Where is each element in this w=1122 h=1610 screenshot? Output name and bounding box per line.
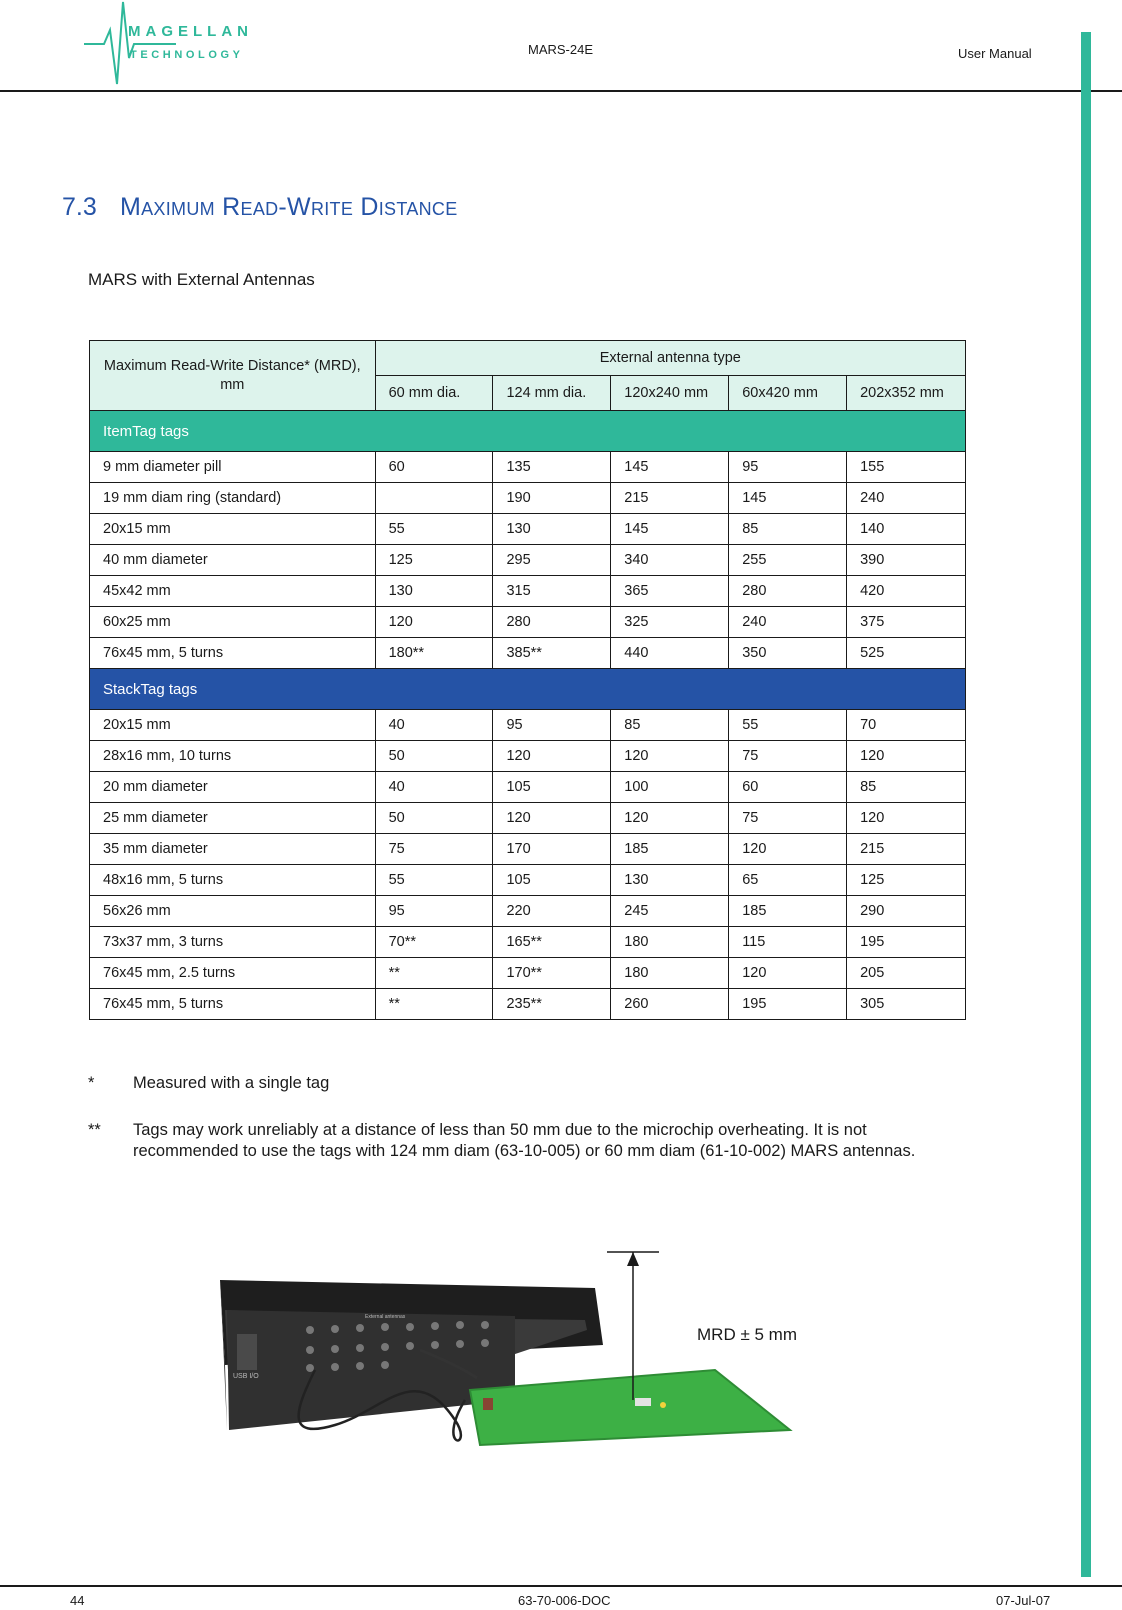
footnote-mark: * <box>88 1074 95 1092</box>
table-row <box>90 741 966 772</box>
distance-cell: 440 <box>611 638 729 669</box>
device-photo <box>215 1250 815 1470</box>
distance-cell: 185 <box>611 834 729 865</box>
table-row <box>90 803 966 834</box>
tag-name-cell: 20 mm diameter <box>90 772 376 803</box>
header-rule <box>0 90 1122 92</box>
distance-cell: 130 <box>493 514 611 545</box>
tag-name-cell: 25 mm diameter <box>90 803 376 834</box>
distance-cell: 165** <box>493 927 611 958</box>
distance-cell: 240 <box>729 607 847 638</box>
footer-page-number: 44 <box>70 1593 85 1608</box>
distance-cell: 95 <box>493 710 611 741</box>
mrd-label: MRD ± 5 mm <box>697 1325 797 1344</box>
table-row <box>90 452 966 483</box>
distance-cell: 120 <box>611 741 729 772</box>
footnote-text: Tags may work unreliably at a distance of less than 50 mm due to the microchip overheating. It is not recommended to use the tags with 124 mm diam (63-10-005) or 60 mm diam (61-10-002) MARS antennas. <box>133 1121 916 1160</box>
footer-rule <box>0 1585 1122 1587</box>
distance-cell: 130 <box>611 865 729 896</box>
distance-cell: 40 <box>375 772 493 803</box>
table-row <box>90 865 966 896</box>
tag-name-cell: 48x16 mm, 5 turns <box>90 865 376 896</box>
tag-name-cell: 60x25 mm <box>90 607 376 638</box>
logo-line1: MAGELLAN <box>128 23 253 40</box>
distance-cell: 180** <box>375 638 493 669</box>
distance-cell: 125 <box>375 545 493 576</box>
distance-cell: 135 <box>493 452 611 483</box>
table-row <box>90 989 966 1020</box>
header-doc-type: User Manual <box>958 46 1032 61</box>
distance-cell: 75 <box>375 834 493 865</box>
distance-cell: 260 <box>611 989 729 1020</box>
distance-cell: 60 <box>375 452 493 483</box>
distance-cell: 205 <box>847 958 966 989</box>
section-heading <box>62 193 458 222</box>
distance-cell: 70** <box>375 927 493 958</box>
tag-name-cell: 73x37 mm, 3 turns <box>90 927 376 958</box>
distance-cell: ** <box>375 989 493 1020</box>
group-row <box>90 411 966 452</box>
distance-cell: 65 <box>729 865 847 896</box>
distance-cell: 145 <box>611 452 729 483</box>
tag-name-cell: 40 mm diameter <box>90 545 376 576</box>
distance-cell: 190 <box>493 483 611 514</box>
distance-cell: 295 <box>493 545 611 576</box>
footnote-mark: ** <box>88 1121 101 1139</box>
table-row <box>90 545 966 576</box>
distance-cell: 180 <box>611 958 729 989</box>
distance-cell: 365 <box>611 576 729 607</box>
section-title: Maximum Read-Write Distance <box>120 193 458 221</box>
column-header: 120x240 mm <box>611 376 729 411</box>
footnote-text: Measured with a single tag <box>133 1074 330 1092</box>
footer-doc-number: 63-70-006-DOC <box>518 1593 611 1608</box>
distance-cell: 120 <box>847 803 966 834</box>
distance-cell: 125 <box>847 865 966 896</box>
group-row <box>90 669 966 710</box>
distance-cell: 145 <box>611 514 729 545</box>
distance-cell: 55 <box>729 710 847 741</box>
tag-name-cell: 35 mm diameter <box>90 834 376 865</box>
distance-cell: 55 <box>375 514 493 545</box>
tag-name-cell: 76x45 mm, 5 turns <box>90 638 376 669</box>
distance-cell: 50 <box>375 803 493 834</box>
distance-cell <box>375 483 493 514</box>
distance-cell: 120 <box>611 803 729 834</box>
distance-cell: 105 <box>493 865 611 896</box>
table-row <box>90 834 966 865</box>
side-accent-bar <box>1081 32 1091 1577</box>
distance-cell: 145 <box>729 483 847 514</box>
distance-cell: 340 <box>611 545 729 576</box>
header-doc-title: MARS-24E <box>528 42 594 57</box>
distance-cell: 315 <box>493 576 611 607</box>
antenna-pcb <box>470 1370 790 1445</box>
tag-name-cell: 20x15 mm <box>90 710 376 741</box>
tag-name-cell: 76x45 mm, 2.5 turns <box>90 958 376 989</box>
table-row <box>90 710 966 741</box>
distance-cell: 120 <box>493 741 611 772</box>
distance-cell: 290 <box>847 896 966 927</box>
group-label: ItemTag tags <box>90 411 966 452</box>
distance-cell: 75 <box>729 803 847 834</box>
table-row <box>90 927 966 958</box>
distance-cell: 120 <box>375 607 493 638</box>
distance-cell: 140 <box>847 514 966 545</box>
distance-cell: 180 <box>611 927 729 958</box>
distance-cell: 85 <box>611 710 729 741</box>
distance-cell: 195 <box>847 927 966 958</box>
table-row <box>90 958 966 989</box>
column-header: 60x420 mm <box>729 376 847 411</box>
distance-cell: 390 <box>847 545 966 576</box>
distance-cell: 105 <box>493 772 611 803</box>
distance-cell: 255 <box>729 545 847 576</box>
distance-cell: 130 <box>375 576 493 607</box>
footnote-double <box>88 1120 928 1162</box>
distance-cell: 325 <box>611 607 729 638</box>
footer-date: 07-Jul-07 <box>996 1593 1051 1608</box>
mrd-table <box>89 340 966 1020</box>
table-row <box>90 638 966 669</box>
table-row <box>90 483 966 514</box>
distance-cell: 195 <box>729 989 847 1020</box>
tag-name-cell: 19 mm diam ring (standard) <box>90 483 376 514</box>
distance-cell: 85 <box>847 772 966 803</box>
distance-cell: 85 <box>729 514 847 545</box>
column-header: 202x352 mm <box>847 376 966 411</box>
device-label: External antennas <box>365 1314 406 1320</box>
distance-cell: 385** <box>493 638 611 669</box>
column-header: 60 mm dia. <box>375 376 493 411</box>
distance-cell: 95 <box>375 896 493 927</box>
distance-cell: 525 <box>847 638 966 669</box>
usb-io-label: USB I/O <box>233 1373 259 1380</box>
table-row <box>90 576 966 607</box>
distance-cell: 235** <box>493 989 611 1020</box>
distance-cell: 40 <box>375 710 493 741</box>
distance-cell: 280 <box>729 576 847 607</box>
table-row <box>90 607 966 638</box>
table-row <box>90 896 966 927</box>
distance-cell: 115 <box>729 927 847 958</box>
distance-cell: 55 <box>375 865 493 896</box>
distance-cell: 95 <box>729 452 847 483</box>
distance-cell: 50 <box>375 741 493 772</box>
distance-cell: 420 <box>847 576 966 607</box>
distance-cell: 100 <box>611 772 729 803</box>
distance-cell: 170 <box>493 834 611 865</box>
column-header: 124 mm dia. <box>493 376 611 411</box>
distance-cell: 305 <box>847 989 966 1020</box>
section-number: 7.3 <box>62 193 97 221</box>
distance-cell: 170** <box>493 958 611 989</box>
table-row <box>90 514 966 545</box>
intro-text: MARS with External Antennas <box>88 270 315 289</box>
distance-cell: 375 <box>847 607 966 638</box>
tag-name-cell: 28x16 mm, 10 turns <box>90 741 376 772</box>
distance-cell: 245 <box>611 896 729 927</box>
distance-cell: 215 <box>847 834 966 865</box>
antenna-type-header: External antenna type <box>375 341 965 376</box>
tag-name-cell: 56x26 mm <box>90 896 376 927</box>
distance-cell: 120 <box>847 741 966 772</box>
distance-cell: 185 <box>729 896 847 927</box>
tag-name-cell: 9 mm diameter pill <box>90 452 376 483</box>
distance-cell: 120 <box>729 834 847 865</box>
distance-cell: 120 <box>729 958 847 989</box>
tag-name-cell: 45x42 mm <box>90 576 376 607</box>
table-row <box>90 772 966 803</box>
distance-cell: ** <box>375 958 493 989</box>
group-label: StackTag tags <box>90 669 966 710</box>
tag-name-cell: 20x15 mm <box>90 514 376 545</box>
distance-cell: 75 <box>729 741 847 772</box>
distance-cell: 350 <box>729 638 847 669</box>
distance-cell: 120 <box>493 803 611 834</box>
footnote-single <box>88 1073 329 1094</box>
distance-cell: 280 <box>493 607 611 638</box>
distance-cell: 215 <box>611 483 729 514</box>
distance-cell: 220 <box>493 896 611 927</box>
logo-line2: TECHNOLOGY <box>130 49 244 61</box>
table-corner-header: Maximum Read-Write Distance* (MRD), mm <box>90 341 376 411</box>
magellan-logo <box>84 0 284 90</box>
distance-cell: 155 <box>847 452 966 483</box>
distance-cell: 60 <box>729 772 847 803</box>
distance-cell: 240 <box>847 483 966 514</box>
mrd-arrow-head <box>627 1252 639 1266</box>
distance-cell: 70 <box>847 710 966 741</box>
tag-name-cell: 76x45 mm, 5 turns <box>90 989 376 1020</box>
